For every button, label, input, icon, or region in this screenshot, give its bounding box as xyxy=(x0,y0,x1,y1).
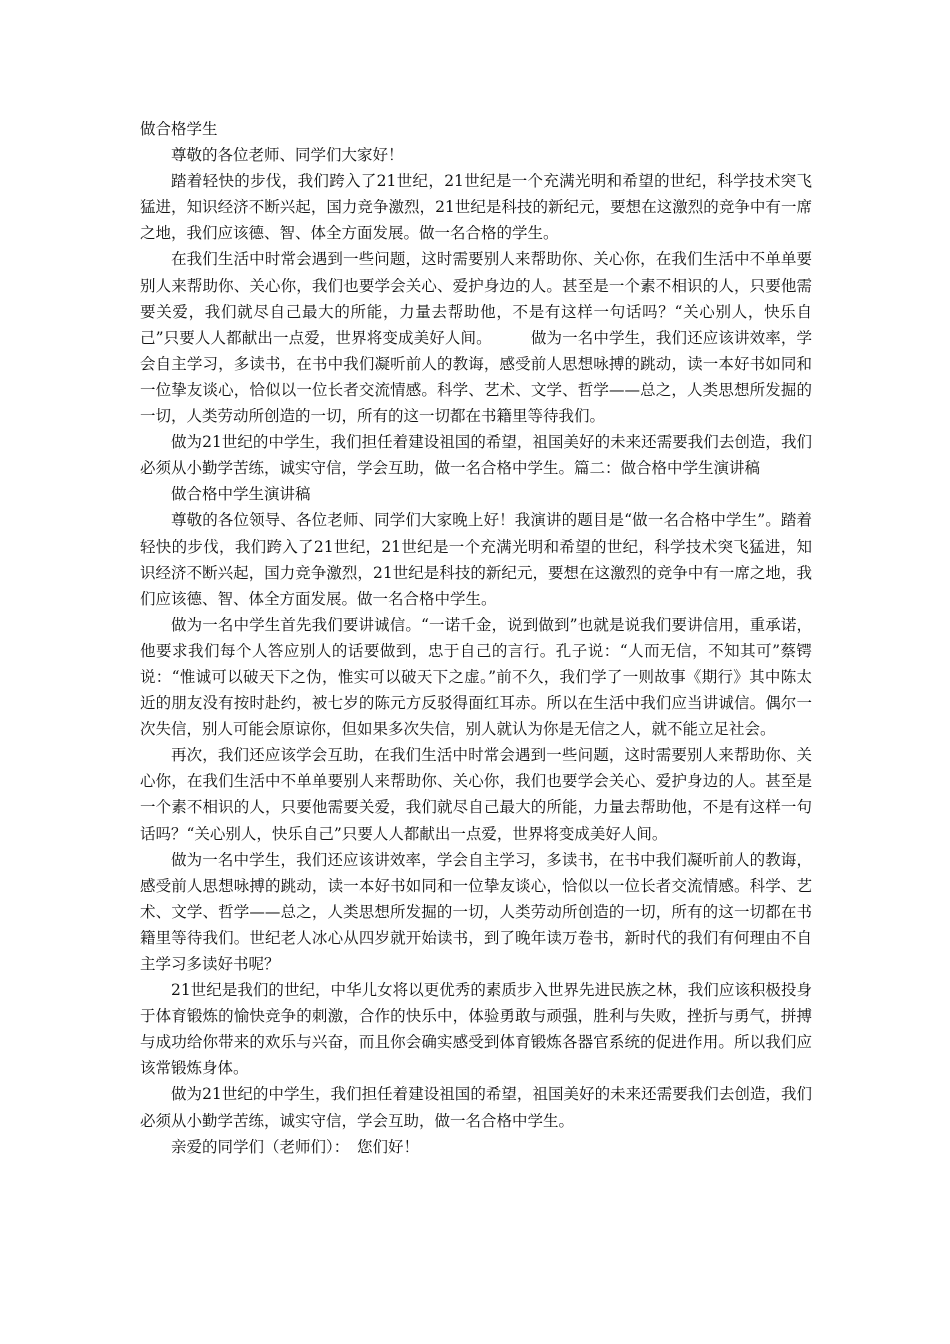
paragraph-integrity: 做为一名中学生首先我们要讲诚信。“一诺千金，说到做到”也就是说我们要讲信用，重承诺，他要求我们每个人答应别人的话要做到，忠于自己的言行。孔子说：“人而无信，不知其可”蔡锷说：“惟诚可以破天下之伪，惟实可以破天下之虚。”前不久，我们学了一则故事《期行》其中陈太近的朋友没有按时赴约，被七岁的陈元方反驳得面红耳赤。所以在生活中我们应当讲诚信。偶尔一次失信，别人可能会原谅你，但如果多次失信，别人就认为你是无信之人，就不能立足社会。 xyxy=(140,615,812,739)
paragraph-final-conclusion: 做为21世纪的中学生，我们担任着建设祖国的希望，祖国美好的未来还需要我们去创造，我们必须从小勤学苦练，诚实守信，学会互助，做一名合格中学生。 xyxy=(140,1085,812,1130)
paragraph-greeting: 尊敬的各位老师、同学们大家好！ xyxy=(171,146,404,165)
document-title: 做合格学生 xyxy=(140,120,218,138)
paragraph-century-intro: 踏着轻快的步伐，我们跨入了21世纪，21世纪是一个充满光明和希望的世纪，科学技术突飞猛进，知识经济不断兴起，国力竞争激烈，21世纪是科技的新纪元，要想在这激烈的竞争中有一席之地，我们应该德、智、体全方面发展。做一名合格的学生。 xyxy=(140,172,812,243)
paragraph-conclusion: 做为21世纪的中学生，我们担任着建设祖国的希望，祖国美好的未来还需要我们去创造，我们必须从小勤学苦练，诚实守信，学会互助，做一名合格中学生。篇二：做合格中学生演讲稿 xyxy=(140,433,812,478)
document-page xyxy=(140,116,812,1160)
paragraph-self-study: 做为一名中学生，我们还应该讲效率，学会自主学习，多读书，在书中我们凝听前人的教诲，感受前人思想咏搏的跳动，读一本好书如同和一位挚友谈心，恰似以一位长者交流情感。科学、艺术、文学、哲学——总之，人类思想所发掘的一切，人类劳动所创造的一切，所有的这一切都在书籍里等待我们。世纪老人冰心从四岁就开始读书，到了晚年读万卷书，新时代的我们有何理由不自主学习多读好书呢？ xyxy=(140,850,812,973)
paragraph-closing-greeting: 亲爱的同学们（老师们）： 您们好！ xyxy=(171,1137,420,1156)
paragraph-speech-greeting: 尊敬的各位领导、各位老师、同学们大家晚上好！我演讲的题目是“做一名合格中学生”。踏着轻快的步伐，我们跨入了21世纪，21世纪是一个充满光明和希望的世纪，科学技术突飞猛进，知识经济不断兴起，国力竞争激烈，21世纪是科技的新纪元，要想在这激烈的竞争中有一席之地，我们应该德、智、体全方面发展。做一名合格中学生。 xyxy=(140,511,812,608)
paragraph-speech-title: 做合格中学生演讲稿 xyxy=(171,485,311,504)
paragraph-mutual-help: 再次，我们还应该学会互助，在我们生活中时常会遇到一些问题，这时需要别人来帮助你、关心你，在我们生活中不单单要别人来帮助你、关心你，我们也要学会关心、爱护身边的人。甚至是一个素不相识的人，只要他需要关爱，我们就尽自己最大的所能，力量去帮助他，不是有这样一句话吗？“关心别人，快乐自己”只要人人都献出一点爱，世界将变成美好人间。 xyxy=(140,746,812,843)
paragraph-help-others: 在我们生活中时常会遇到一些问题，这时需要别人来帮助你、关心你，在我们生活中不单单要别人来帮助你、关心你，我们也要学会关心、爱护身边的人。甚至是一个素不相识的人，只要他需要关爱，我们就尽自己最大的所能，力量去帮助他，不是有这样一句话吗？“关心别人，快乐自己”只要人人都献出一点爱，世界将变成美好人间。 做为一名中学生，我们还应该讲效率，学会自主学习，多读书，在书中我们凝听前人的教诲，感受前人思想咏搏的跳动，读一本好书如同和一位挚友谈心，恰似以一位长者交流情感。科学、艺术、文学、哲学——总之，人类思想所发掘的一切，人类劳动所创造的一切，所有的这一切都在书籍里等待我们。 xyxy=(140,250,812,426)
paragraph-exercise: 21世纪是我们的世纪，中华儿女将以更优秀的素质步入世界先进民族之林，我们应该积极投身于体育锻炼的愉快竞争的刺激，合作的快乐中，体验勇敢与顽强，胜利与失败，挫折与勇气，拼搏与成功给你带来的欢乐与兴奋，而且你会确实感受到体育锻炼各器官系统的促进作用。所以我们应该常锻炼身体。 xyxy=(140,981,812,1078)
